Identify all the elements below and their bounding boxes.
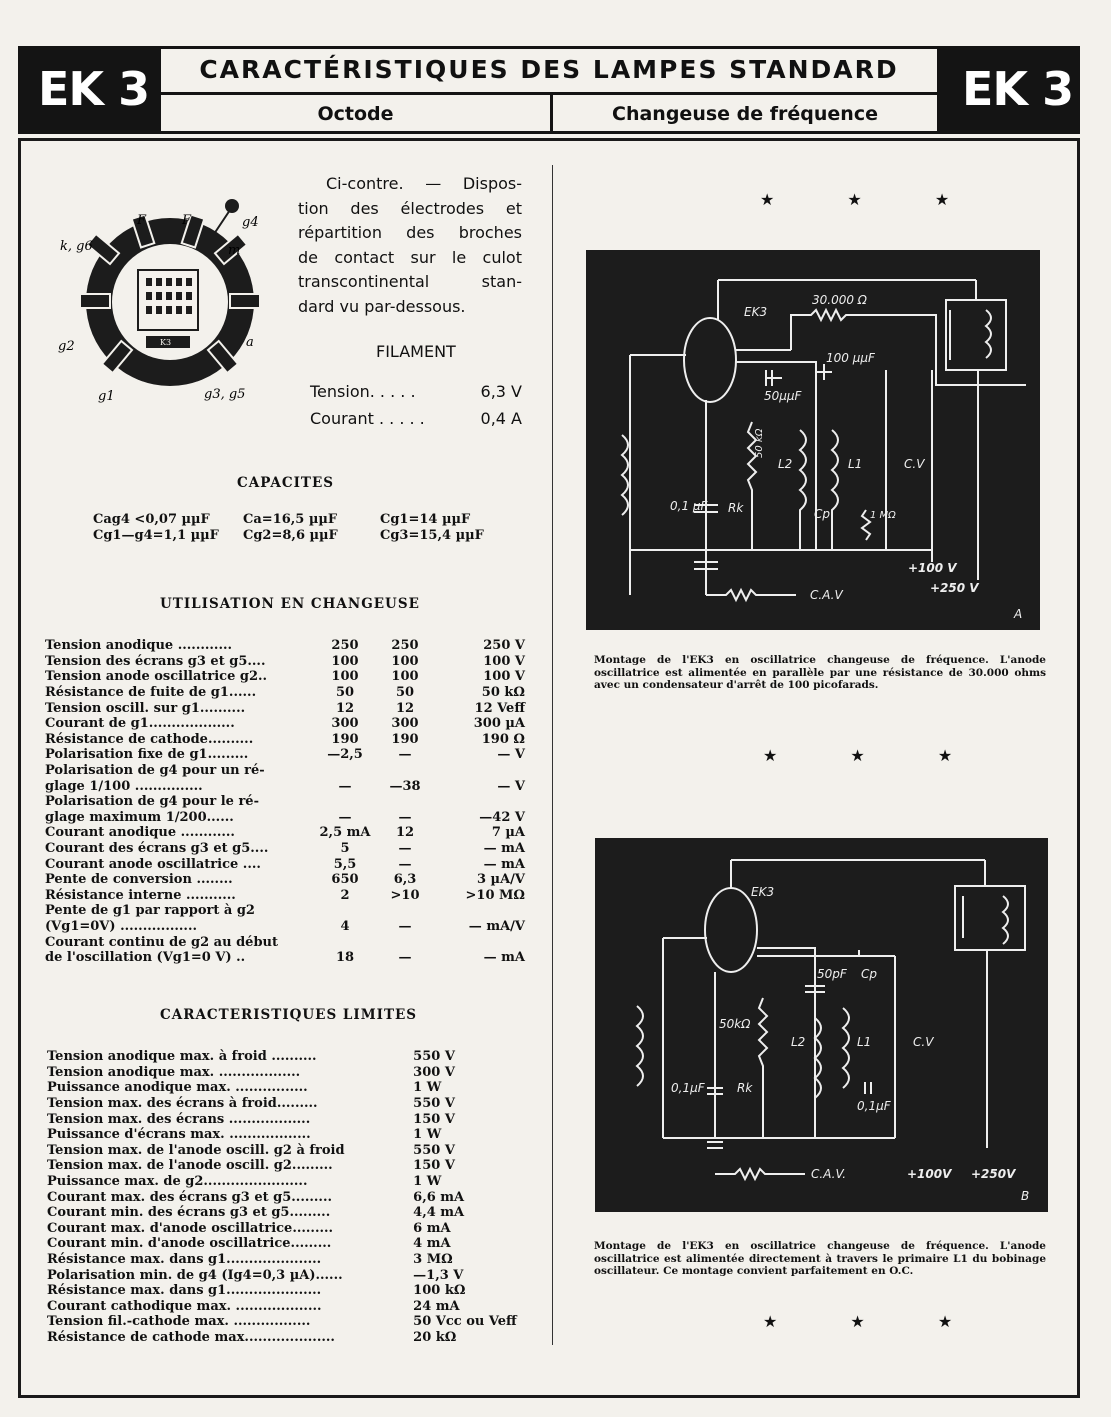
limites-label: Tension fil.-cathode max. ................. (47, 1314, 311, 1330)
utilisation-value: 100 (331, 669, 359, 685)
utilisation-value: — (398, 809, 412, 825)
caption-b: Montage de l'EK3 en oscillatrice changeuse de fréquence. L'anode oscillatrice est alimentée directement à travers le primaire L1 du bobinage oscillateur. Ce montage convient parfaitement en O.C. (594, 1240, 1046, 1277)
utilisation-row (45, 841, 525, 857)
utilisation-row (45, 919, 525, 935)
stars-divider-1: ★ ★ ★ (760, 190, 984, 209)
pinout-description: Ci-contre. — Dispos- tion des électrodes et répartition des broches de contact sur le culot transcontinental stan- dard vu par-dessous. (298, 174, 522, 316)
utilisation-value: — mA (483, 856, 525, 872)
utilisation-value: 2,5 mA (319, 825, 371, 841)
utilisation-row (45, 732, 525, 748)
utilisation-label: Pente de conversion ........ (45, 872, 233, 888)
utilisation-value: 2 (340, 887, 350, 903)
limites-label: Tension max. des écrans .................. (47, 1111, 311, 1127)
utilisation-label: Résistance interne ........... (45, 887, 236, 903)
pin-label-base: K3 (160, 338, 172, 347)
circuit-a-v100: +100 V (908, 561, 957, 575)
utilisation-value (315, 763, 375, 779)
utilisation-value: 190 (391, 731, 419, 747)
utilisation-value (435, 903, 525, 919)
limites-row (47, 1111, 527, 1127)
limites-row (47, 1127, 527, 1143)
utilisation-label: de l'oscillation (Vg1=0 V) .. (45, 950, 246, 966)
utilisation-table (45, 638, 525, 965)
limites-row (47, 1267, 527, 1283)
limites-table (47, 1049, 527, 1345)
limites-row (47, 1143, 527, 1159)
utilisation-label: Tension anode oscillatrice g2.. (45, 669, 268, 685)
utilisation-value: 300 µA (473, 716, 525, 732)
circuit-a-c1: 100 µµF (826, 351, 875, 365)
utilisation-value: — mA (483, 841, 525, 857)
circuit-a-cp: Cp (814, 507, 830, 521)
limites-row (47, 1158, 527, 1174)
utilisation-label: Courant de g1................... (45, 716, 235, 732)
limites-value: 1 W (413, 1174, 442, 1190)
utilisation-row (45, 888, 525, 904)
limites-row (47, 1330, 527, 1346)
utilisation-value: 190 Ω (481, 731, 525, 747)
utilisation-label: Courant des écrans g3 et g5.... (45, 841, 269, 857)
utilisation-value: 12 (395, 825, 415, 841)
utilisation-row (45, 654, 525, 670)
utilisation-value (315, 934, 375, 950)
tube-tag-right: EK 3 (962, 62, 1074, 116)
limites-value: 150 V (413, 1158, 455, 1174)
utilisation-label: Résistance de cathode.......... (45, 731, 254, 747)
utilisation-value: 100 (391, 653, 419, 669)
utilisation-value: >10 MΩ (465, 887, 525, 903)
utilisation-label: Tension oscill. sur g1.......... (45, 700, 246, 716)
pin-label-g2: g2 (58, 339, 75, 354)
utilisation-value: —38 (389, 778, 421, 794)
utilisation-value: 12 Veff (474, 700, 525, 716)
utilisation-value: 5,5 (333, 856, 357, 872)
limites-value: 1 W (413, 1127, 442, 1143)
circuit-a-cav: C.A.V (810, 588, 843, 602)
limites-value: 550 V (413, 1049, 455, 1065)
utilisation-label: Polarisation de g4 pour un ré- (45, 763, 265, 779)
circuit-a-rk1: 50 kΩ (754, 428, 765, 458)
utilisation-value: —42 V (479, 809, 525, 825)
utilisation-label: Pente de g1 par rapport à g2 (45, 903, 255, 919)
utilisation-value: 250 (391, 638, 419, 654)
circuit-a-v250: +250 V (930, 581, 979, 595)
utilisation-label: glage maximum 1/200...... (45, 809, 234, 825)
utilisation-row (45, 638, 525, 654)
utilisation-label: Courant continu de g2 au début (45, 934, 278, 950)
limites-row (47, 1096, 527, 1112)
utilisation-title: UTILISATION EN CHANGEUSE (160, 596, 420, 612)
circuit-b-r1: 50kΩ (719, 1017, 751, 1031)
utilisation-value: >10 (390, 887, 420, 903)
utilisation-value: — (398, 918, 412, 934)
limites-label: Puissance d'écrans max. .................. (47, 1127, 311, 1143)
caption-a: Montage de l'EK3 en oscillatrice changeuse de fréquence. L'anode oscillatrice est alimentée en parallèle par une résistance de 30.000 ohms avec un condensateur d'arrêt de 100 picofarads. (594, 654, 1046, 691)
limites-value: 550 V (413, 1142, 455, 1158)
circuit-b-c3: 0,1µF (857, 1099, 891, 1113)
page-title: CARACTÉRISTIQUES DES LAMPES STANDARD (199, 55, 899, 84)
limites-row (47, 1221, 527, 1237)
limites-label: Polarisation min. de g4 (Ig4=0,3 µA)...... (47, 1267, 343, 1283)
circuit-a-c2: 50µµF (764, 389, 802, 403)
circuit-b-v250: +250V (971, 1167, 1016, 1181)
limites-label: Tension anodique max. à froid .......... (47, 1049, 317, 1065)
utilisation-value: 100 (331, 653, 359, 669)
limites-label: Courant max. des écrans g3 et g5......... (47, 1189, 332, 1205)
limites-value: 300 V (413, 1064, 455, 1080)
utilisation-row (45, 747, 525, 763)
utilisation-value: 12 (395, 700, 415, 716)
circuit-a-tube: EK3 (744, 305, 768, 319)
limites-value: 550 V (413, 1096, 455, 1112)
capacite-ca: Ca=16,5 µµF (243, 512, 338, 527)
circuit-a-r2: 1 MΩ (870, 510, 896, 521)
pin-label-g3: g3, g5 (204, 387, 246, 402)
utilisation-row (45, 872, 525, 888)
limites-label: Courant min. d'anode oscillatrice......... (47, 1236, 332, 1252)
utilisation-value: 50 (395, 685, 415, 701)
limites-value: 100 kΩ (413, 1283, 466, 1299)
utilisation-value (435, 794, 525, 810)
limites-row (47, 1174, 527, 1190)
utilisation-value: — mA (483, 950, 525, 966)
pin-label-g1: g1 (98, 389, 115, 404)
pin-label-a: a (246, 335, 254, 350)
utilisation-value: 250 V (483, 638, 525, 654)
utilisation-label: (Vg1=0V) ................. (45, 918, 198, 934)
utilisation-label: Polarisation de g4 pour le ré- (45, 794, 259, 810)
capacite-cg2: Cg2=8,6 µµF (243, 528, 338, 543)
utilisation-row (45, 825, 525, 841)
limites-value: 6,6 mA (413, 1189, 465, 1205)
limites-label: Résistance max. dans g1..................... (47, 1283, 322, 1299)
limites-value: 50 Vcc ou Veff (413, 1314, 517, 1330)
circuit-diagram-a (586, 250, 1040, 630)
limites-value: 1 W (413, 1080, 442, 1096)
utilisation-value: 6,3 (393, 872, 417, 888)
utilisation-label: Polarisation fixe de g1......... (45, 747, 249, 763)
capacites-title: CAPACITES (237, 475, 335, 491)
utilisation-value: 18 (335, 950, 355, 966)
utilisation-value: — (338, 809, 352, 825)
limites-row (47, 1189, 527, 1205)
utilisation-value (435, 763, 525, 779)
utilisation-value: 100 V (483, 669, 525, 685)
limites-row (47, 1299, 527, 1315)
limites-label: Tension max. des écrans à froid......... (47, 1096, 318, 1112)
utilisation-value (435, 934, 525, 950)
utilisation-row (45, 716, 525, 732)
limites-value: 4 mA (413, 1236, 451, 1252)
utilisation-value: — (398, 950, 412, 966)
utilisation-value (375, 763, 435, 779)
limites-label: Puissance max. de g2....................... (47, 1174, 308, 1190)
capacite-cag4: Cag4 <0,07 µµF (93, 512, 210, 527)
circuit-b-cp: Cp (861, 967, 877, 981)
limites-label: Tension max. de l'anode oscill. g2 à froid (47, 1142, 345, 1158)
circuit-a-l1: L1 (848, 457, 863, 471)
circuit-a-r1: 30.000 Ω (812, 293, 867, 307)
limites-title: CARACTERISTIQUES LIMITES (160, 1007, 418, 1023)
limites-row (47, 1314, 527, 1330)
limites-label: Puissance anodique max. ................ (47, 1080, 308, 1096)
capacite-cg3: Cg3=15,4 µµF (380, 528, 484, 543)
subtitle-left: Octode (317, 103, 394, 125)
utilisation-value (375, 903, 435, 919)
filament-title: FILAMENT (376, 342, 456, 361)
utilisation-value (375, 794, 435, 810)
limites-row (47, 1205, 527, 1221)
pin-label-f2: F (182, 213, 192, 228)
utilisation-value: — V (497, 778, 525, 794)
utilisation-label: Courant anode oscillatrice .... (45, 856, 261, 872)
limites-label: Courant max. d'anode oscillatrice......... (47, 1220, 334, 1236)
utilisation-row (45, 950, 525, 966)
circuit-b-v100: +100V (907, 1167, 952, 1181)
title-band (158, 46, 940, 134)
limites-row (47, 1065, 527, 1081)
limites-row (47, 1236, 527, 1252)
utilisation-row (45, 903, 525, 919)
utilisation-row (45, 856, 525, 872)
limites-value: 4,4 mA (413, 1205, 465, 1221)
limites-value: 3 MΩ (413, 1252, 453, 1268)
utilisation-value: 50 kΩ (481, 685, 525, 701)
limites-value: 24 mA (413, 1298, 460, 1314)
limites-value: —1,3 V (413, 1267, 464, 1283)
circuit-a-cv: C.V (904, 457, 925, 471)
utilisation-label: Courant anodique ............ (45, 825, 235, 841)
utilisation-row (45, 763, 525, 779)
utilisation-value: — (398, 856, 412, 872)
utilisation-row (45, 669, 525, 685)
limites-row (47, 1080, 527, 1096)
tube-tag-left: EK 3 (38, 62, 150, 116)
utilisation-value: 7 µA (491, 825, 525, 841)
utilisation-value: 100 V (483, 653, 525, 669)
utilisation-row (45, 685, 525, 701)
column-divider (552, 165, 553, 1345)
utilisation-value: 12 (335, 700, 355, 716)
circuit-b-rk: Rk (737, 1081, 753, 1095)
utilisation-value: 100 (391, 669, 419, 685)
utilisation-value: 190 (331, 731, 359, 747)
stars-divider-2: ★ ★ ★ (763, 746, 987, 765)
utilisation-label: Résistance de fuite de g1...... (45, 685, 257, 701)
utilisation-label: glage 1/100 ............... (45, 778, 203, 794)
utilisation-value: — (398, 841, 412, 857)
limites-label: Tension anodique max. .................. (47, 1064, 301, 1080)
utilisation-value (375, 934, 435, 950)
capacite-cg1: Cg1=14 µµF (380, 512, 471, 527)
circuit-b-cv: C.V (913, 1035, 934, 1049)
limites-label: Courant min. des écrans g3 et g5......... (47, 1205, 331, 1221)
utilisation-value (315, 903, 375, 919)
utilisation-row (45, 794, 525, 810)
utilisation-value: — mA/V (468, 918, 525, 934)
circuit-b-l2: L2 (791, 1035, 806, 1049)
utilisation-row (45, 810, 525, 826)
circuit-b-c1: 50pF (817, 967, 847, 981)
utilisation-value: —2,5 (327, 747, 363, 763)
limites-label: Résistance de cathode max.................... (47, 1329, 335, 1345)
utilisation-value: 650 (331, 872, 359, 888)
utilisation-value: 300 (331, 716, 359, 732)
utilisation-value: 4 (340, 918, 350, 934)
utilisation-value: — (398, 747, 412, 763)
pin-label-f1: F (137, 213, 147, 228)
limites-value: 20 kΩ (413, 1329, 457, 1345)
utilisation-value (315, 794, 375, 810)
limites-value: 150 V (413, 1111, 455, 1127)
utilisation-value: — V (497, 747, 525, 763)
utilisation-value: 5 (340, 841, 350, 857)
pinout-diagram (50, 190, 300, 410)
pin-label-m: m (228, 243, 241, 258)
circuit-a-rk: Rk (728, 501, 744, 515)
stars-divider-3: ★ ★ ★ (763, 1312, 987, 1331)
circuit-b-l1: L1 (857, 1035, 872, 1049)
pin-label-g4: g4 (242, 215, 259, 230)
circuit-b-tube: EK3 (751, 885, 775, 899)
limites-row (47, 1252, 527, 1268)
utilisation-row (45, 700, 525, 716)
limites-label: Courant cathodique max. ................... (47, 1298, 322, 1314)
utilisation-value: 300 (391, 716, 419, 732)
limites-row (47, 1283, 527, 1299)
capacite-cg1g4: Cg1—g4=1,1 µµF (93, 528, 219, 543)
circuit-b-letter: B (1021, 1189, 1030, 1203)
limites-label: Tension max. de l'anode oscill. g2......... (47, 1158, 333, 1174)
circuit-diagram-b (595, 838, 1048, 1212)
utilisation-value: — (338, 778, 352, 794)
subtitle-right: Changeuse de fréquence (612, 103, 878, 125)
limites-value: 6 mA (413, 1220, 451, 1236)
utilisation-value: 3 µA/V (476, 872, 525, 888)
utilisation-row (45, 934, 525, 950)
circuit-a-letter: A (1014, 607, 1023, 621)
pin-label-k: k, g6 (60, 239, 93, 254)
utilisation-label: Tension anodique ............ (45, 638, 233, 654)
utilisation-row (45, 778, 525, 794)
circuit-b-cav: C.A.V. (811, 1167, 847, 1181)
utilisation-value: 50 (335, 685, 355, 701)
circuit-b-c2: 0,1µF (671, 1081, 705, 1095)
utilisation-label: Tension des écrans g3 et g5.... (45, 653, 266, 669)
utilisation-value: 250 (331, 638, 359, 654)
circuit-a-l2: L2 (778, 457, 793, 471)
limites-label: Résistance max. dans g1..................... (47, 1252, 322, 1268)
circuit-a-c3: 0,1 µF (670, 499, 708, 513)
limites-row (47, 1049, 527, 1065)
